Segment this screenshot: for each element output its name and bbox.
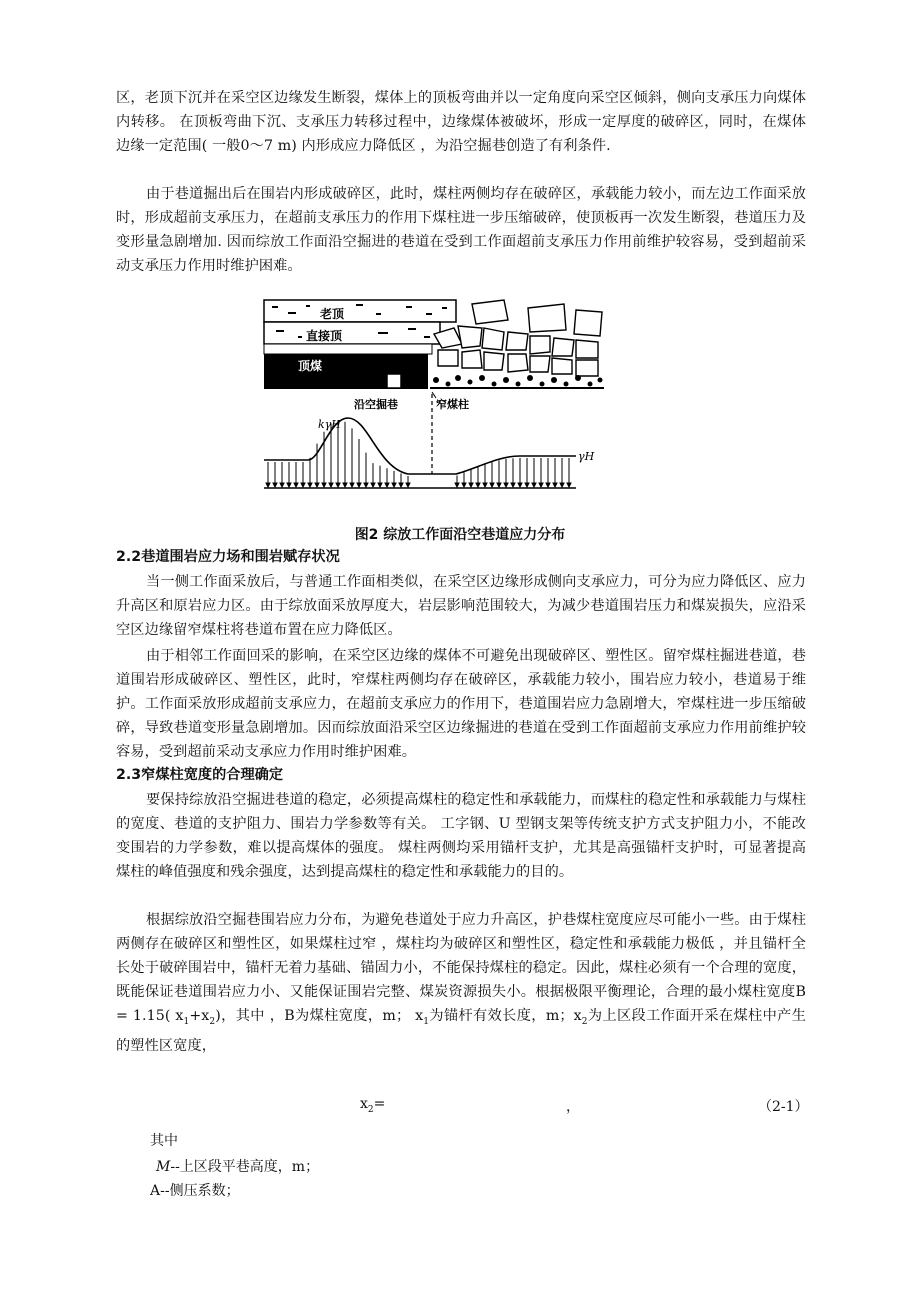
stress-arrow-head [539,483,543,487]
stress-arrow-head [469,483,473,487]
stress-arrow-head [476,483,480,487]
original-stress-label: γH [578,450,595,463]
figure-drawing [258,298,606,516]
where-a: A--侧压系数； [150,1183,240,1199]
top-coal-label: 顶煤 [298,359,323,373]
direct-roof-label: 直接顶 [306,329,343,343]
stress-arrow-head [462,483,466,487]
eq-x: x [360,1096,368,1112]
stress-arrow-head [350,483,354,487]
stress-arrow-head [490,483,494,487]
roadway-box [387,374,401,388]
pillar-label: 窄煤柱 [436,398,469,411]
heading-2-2: 2.2巷道围岩应力场和围岩赋存状况 [116,549,340,565]
stress-arrow-head [553,483,557,487]
equation-lhs [360,1096,385,1115]
paragraph-2: 由于巷道掘出后在围岩内形成破碎区，此时，煤柱两侧均存在破碎区，承载能力较小，而左边工作面采放时，形成超前支承压力，在超前支承压力的作用下煤柱进一步压缩破碎，使顶板再一次发生断裂，巷道压力及变形量急剧增加. 因而综放工作面沿空掘进的巷道在受到工作面超前支承压力作用前维护较容易，受到超前采动支承压力作用时维护困难。 [116,186,806,274]
paragraph-6-part-d: 为锚杆有效长度，m；x [429,1008,582,1024]
stress-arrow-head [392,483,396,487]
paragraph-3: 当一侧工作面采放后，与普通工作面相类似，在采空区边缘形成侧向支承应力，可分为应力降低区、应力升高区和原岩应力区。由于综放面采放厚度大，岩层影响范围较大，为减少巷道围岩压力和煤炭损失，应沿采空区边缘留窄煤柱将巷道布置在应力降低区。 [116,574,806,638]
roadway-label: 沿空掘巷 [354,398,398,411]
stress-arrow-head [378,483,382,487]
paragraph-6-part-a: 根据综放沿空掘巷围岩应力分布，为避免巷道处于应力升高区，护巷煤柱宽度应尽可能小一些。由于煤柱两侧存在破碎区和塑性区，如果煤柱过窄 ，煤柱均为破碎区和塑性区，稳定性和承载能力极低 ，并且锚杆全长处于破碎围岩中，锚杆无着力基础、锚固力小，不能保持煤柱的稳定。因此，煤柱必须有一个合理的宽度，既能保证巷道围岩应力小、又能保证围岩完整、煤炭资源损失小。根据极限平衡理论，合理的最小煤柱宽度B = 1.15( x [116,912,806,1024]
top-coal-layer [264,354,428,388]
stress-arrow-head [315,483,319,487]
sub-1b: 1 [423,1016,430,1027]
stress-arrow-head [511,483,515,487]
stress-arrow-head [560,483,564,487]
equation-number: （2-1） [758,1099,809,1115]
old-roof-layer [264,300,456,322]
eq-sign: = [373,1096,386,1112]
stress-arrow-head [497,483,501,487]
thin-layer [264,344,432,354]
stress-arrow-head [567,483,571,487]
stress-arrow-head [399,483,403,487]
paragraph-6-part-e: 为上区段工作面开采在煤柱中产生的塑性区宽度， [116,1008,807,1054]
paragraph-5: 要保持综放沿空掘进巷道的稳定，必须提高煤柱的稳定性和承载能力，而煤柱的稳定性和承载能力与煤柱的宽度、巷道的支护阻力、围岩力学参数等有关。 工字钢、U 型钢支架等传统支护方式支护阻力小，不能改变围岩的力学参数，难以提高煤体的强度。 煤柱两侧均采用锚杆支护，尤其是高强锚杆支护时，可显著提高煤柱的峰值强度和残余强度，达到提高煤柱的稳定性和承载能力的目的。 [116,792,806,880]
stress-arrow-head [357,483,361,487]
stress-arrow-head [336,483,340,487]
stress-distribution-figure [258,298,606,516]
m-symbol: M [156,1159,171,1175]
paragraph-4: 由于相邻工作面回采的影响，在采空区边缘的煤体不可避免出现破碎区、塑性区。留窄煤柱掘进巷道，巷道围岩形成破碎区、塑性区，此时，窄煤柱两侧均存在破碎区，承载能力较小，围岩应力较小，巷道易于维护。工作面采放形成超前支承应力，在超前支承应力的作用下，巷道围岩应力急剧增大，窄煤柱进一步压缩破碎，导致巷道变形量急剧增加。因而综放面沿采空区边缘掘进的巷道在受到工作面超前支承应力作用前维护较容易，受到超前采动支承应力作用时维护困难。 [116,648,806,760]
stress-arrow-head [455,483,459,487]
stress-arrow-head [525,483,529,487]
stress-arrow-head [385,483,389,487]
stress-arrow-head [504,483,508,487]
caved-zone [434,300,602,376]
stress-arrows [266,420,571,487]
stress-arrow-head [371,483,375,487]
paragraph-6-part-c: )，其中 ，B为煤柱宽度，m； x [215,1008,424,1024]
sub-2: 2 [209,1016,216,1027]
stress-curve [264,418,576,474]
stress-arrow-head [343,483,347,487]
gravel [433,375,603,387]
eq-sub: 2 [367,1104,374,1115]
paragraph-6-part-b: +x [189,1008,210,1024]
stress-arrow-head [294,483,298,487]
stress-arrow-head [287,483,291,487]
heading-2-3: 2.3窄煤柱宽度的合理确定 [116,767,284,783]
where-title: 其中 [150,1133,178,1149]
stress-arrow-head [546,483,550,487]
stress-arrow-head [322,483,326,487]
equation-comma: ， [566,1099,580,1115]
where-m [156,1156,319,1176]
figure-caption: 图2 综放工作面沿空巷道应力分布 [354,527,566,543]
stress-arrow-head [301,483,305,487]
stress-arrow-head [280,483,284,487]
stress-arrow-head [329,483,333,487]
peak-stress-label: kγH [318,418,341,431]
stress-arrow-head [266,483,270,487]
stress-arrow-head [308,483,312,487]
paragraph-6 [116,908,806,1058]
stress-arrow-head [518,483,522,487]
m-desc: --上区段平巷高度，m； [170,1159,320,1175]
sub-2b: 2 [581,1016,588,1027]
stress-arrow-head [273,483,277,487]
paragraph-1: 区，老顶下沉并在采空区边缘发生断裂，煤体上的顶板弯曲并以一定角度向采空区倾斜，侧向支承压力向煤体内转移。 在顶板弯曲下沉、支承压力转移过程中，边缘煤体被破坏，形成一定厚度的破碎区，同时，在煤体边缘一定范围( 一般0～7 m) 内形成应力降低区 ，为沿空掘巷创造了有利条件. [116,90,806,154]
sub-1: 1 [183,1016,190,1027]
stress-arrow-head [532,483,536,487]
old-roof-label: 老顶 [320,307,345,321]
stress-arrow-head [406,483,410,487]
stress-arrow-head [364,483,368,487]
stress-arrow-head [483,483,487,487]
